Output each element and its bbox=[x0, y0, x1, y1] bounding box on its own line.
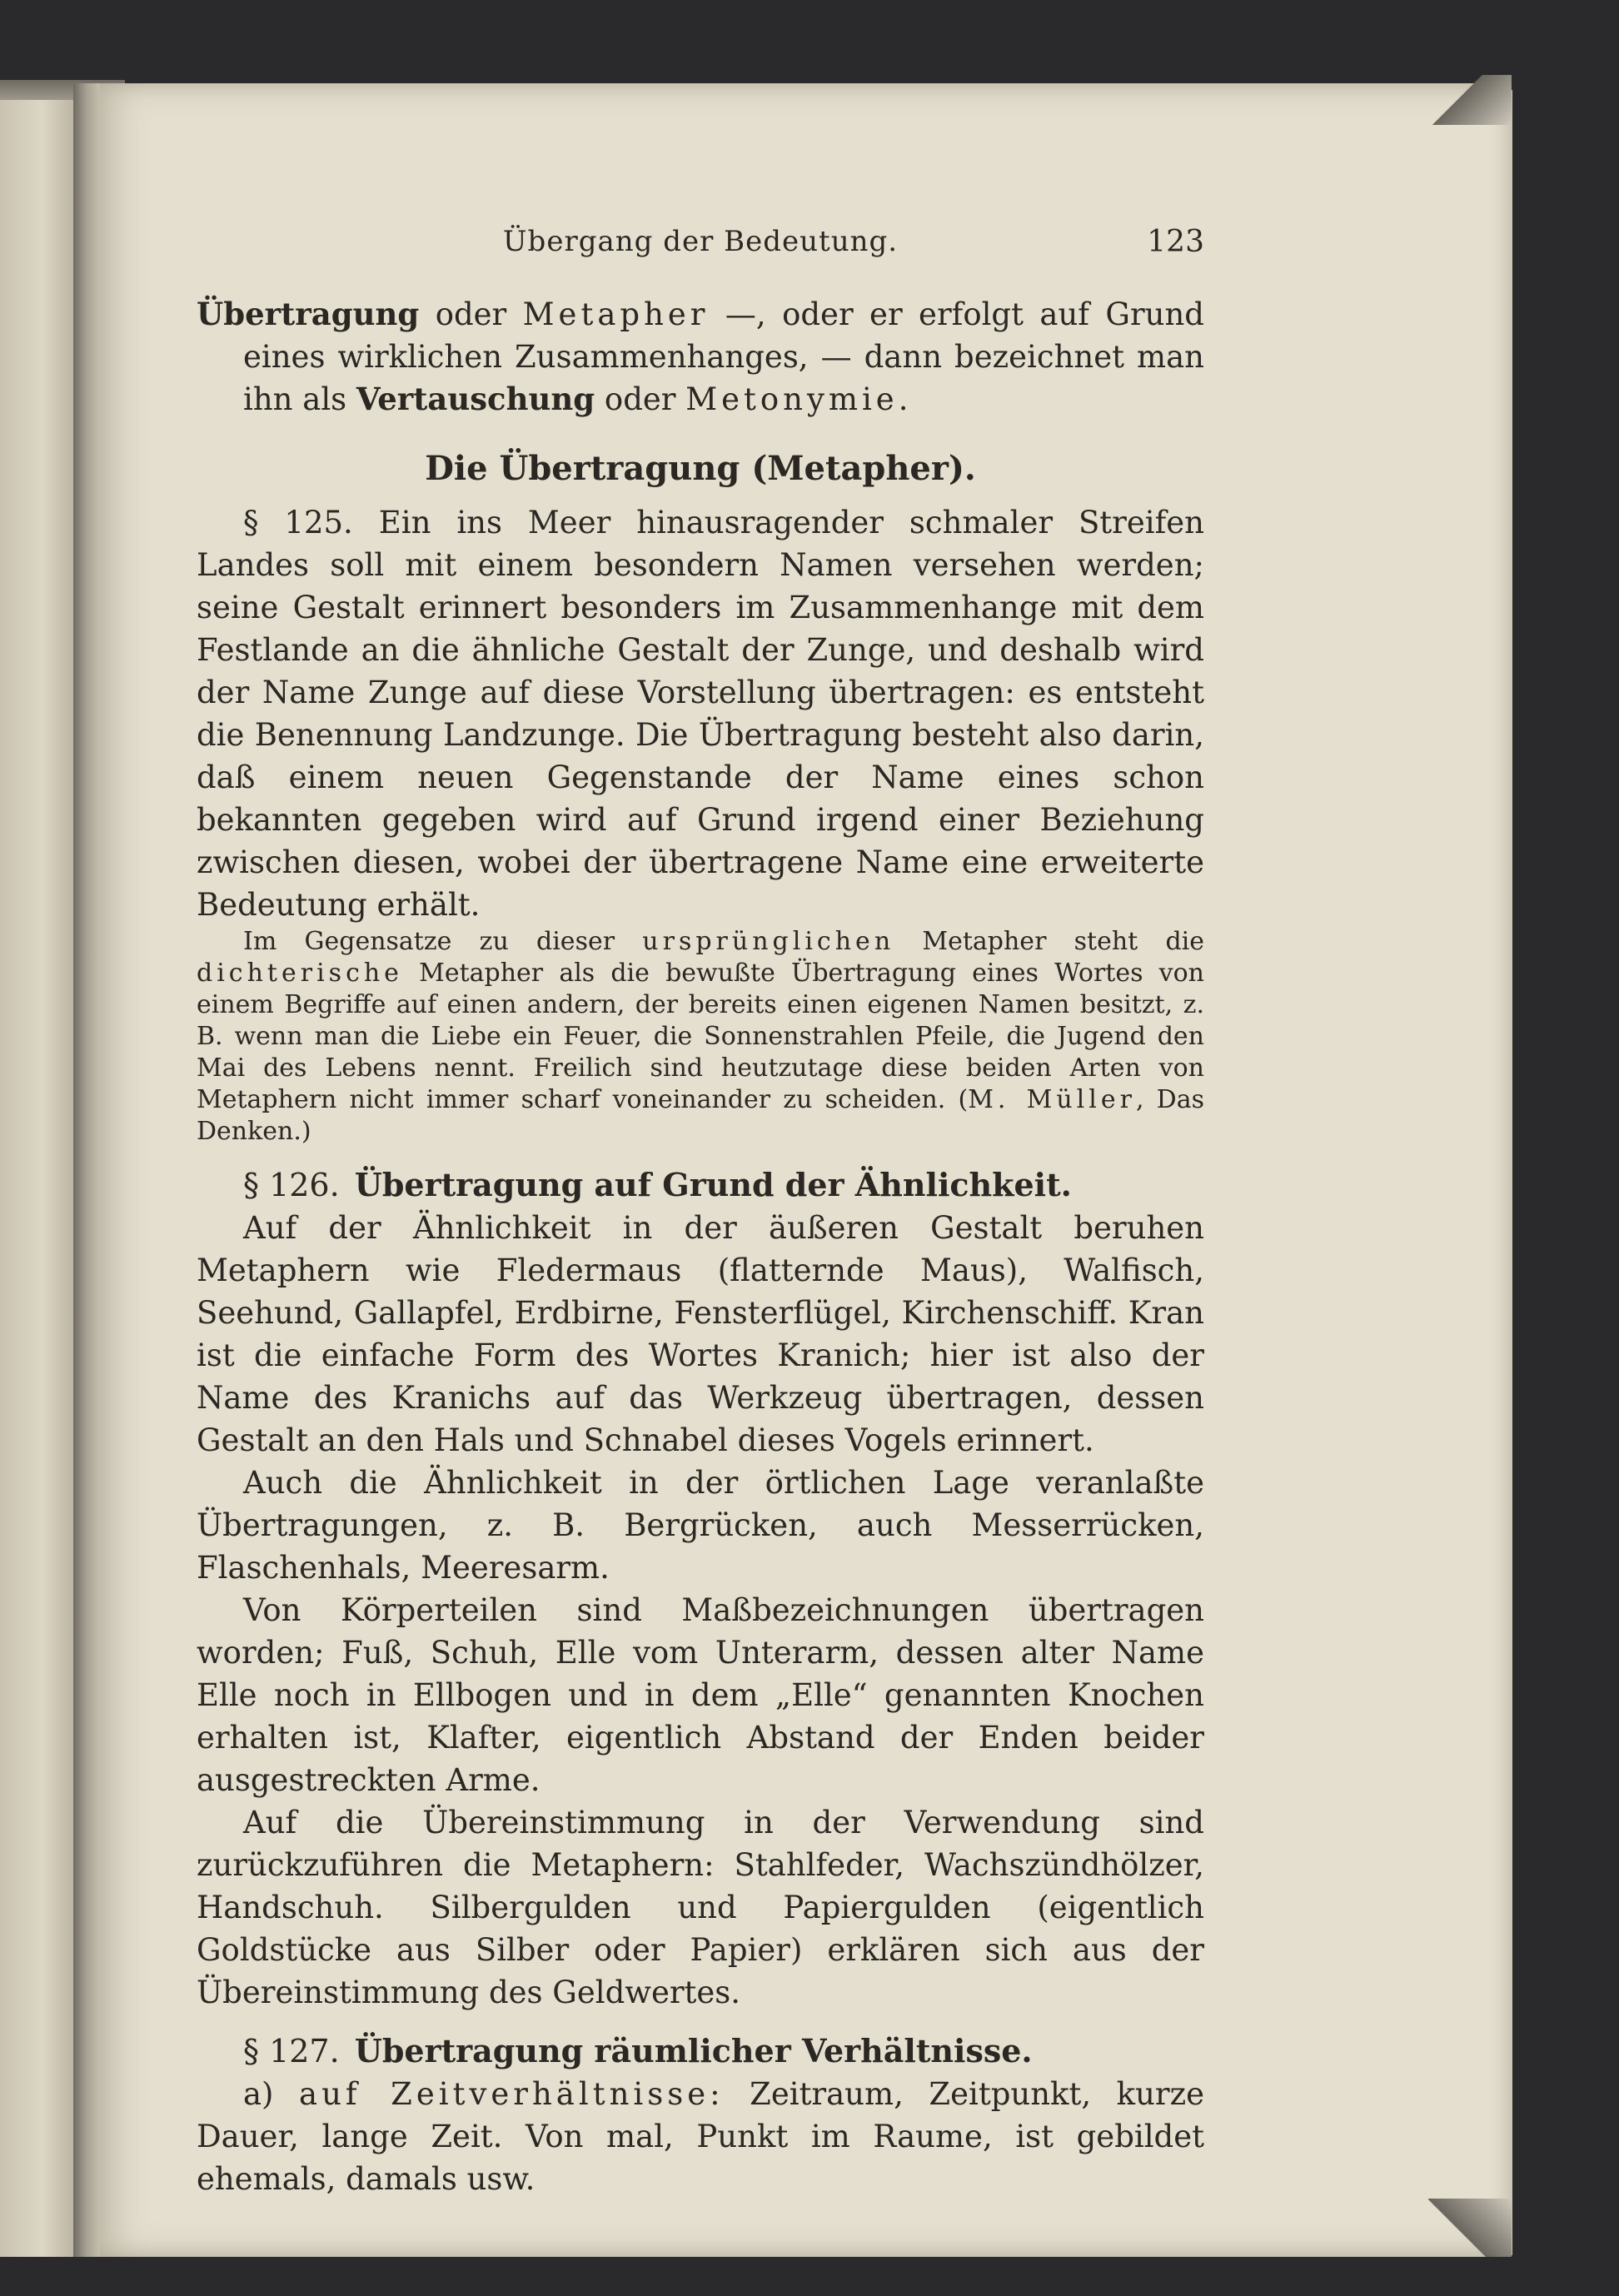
section-127-paragraph-1: a) auf Zeitverhältnisse: Zeitraum, Zeitpunkt, kurze Dauer, lange Zeit. Von mal, Punkt im Raume, ist gebildet ehemals, damals usw. bbox=[197, 2076, 1204, 2197]
running-head: Übergang der Bedeutung. bbox=[502, 225, 899, 258]
section-125-paragraph: § 125. Ein ins Meer hinausragender schmaler Streifen Landes soll mit einem besondern Namen versehen werden; seine Gestalt erinnert besonders im Zusammenhange mit dem Festlande an die ähnliche Gestalt der Zunge, und deshalb wird der Name Zunge auf diese Vorstellung übertragen: es entsteht die Benennung Landzunge. Die Übertragung besteht also darin, daß einem neuen Gegenstande der Name eines schon bekannten gegeben wird auf Grund irgend einer Beziehung zwischen diesen, wobei der übertragene Name eine erweiterte Bedeutung erhält. bbox=[197, 505, 1204, 923]
intro-term-uebertragung: Übertragung bbox=[197, 296, 420, 332]
section-125-number: § 125. bbox=[243, 505, 353, 540]
intro-term-vertauschung: Vertauschung bbox=[356, 381, 595, 417]
intro-term-metapher: Metapher bbox=[522, 296, 710, 332]
section-126-paragraph-2: Auch die Ähnlichkeit in der örtlichen Lage veranlaßte Übertragungen, z. B. Bergrücken, auch Messerrücken, Flaschenhals, Meeresarm. bbox=[197, 1465, 1204, 1586]
section-125-note: Im Gegensatze zu dieser ursprünglichen Metapher steht die dichterische Metapher als die bewußte Übertragung eines Wortes von einem Begriffe auf einen andern, der bereits einen eigenen Namen besitzt, z. B. wenn man die Liebe ein Feuer, die Sonnenstrahlen Pfeile, die Jugend den Mai des Lebens nennt. Freilich sind heutzutage diese beiden Arten von Metaphern nicht immer scharf voneinander zu scheiden. (M. Müller, Das Denken.) bbox=[197, 927, 1205, 1146]
cover-corner-bottom bbox=[1428, 2199, 1512, 2257]
section-127-heading bbox=[197, 2032, 1204, 2069]
section-127-number: § 127. bbox=[243, 2033, 340, 2069]
section-127-title: Übertragung räumlicher Verhältnisse. bbox=[354, 2032, 1033, 2069]
intro-paragraph: Übertragung oder Metapher —, oder er erfolgt auf Grund eines wirklichen Zusammenhanges, — dann bezeichnet man ihn als Vertauschung oder Metonymie. bbox=[197, 296, 1204, 417]
cover-corner-top bbox=[1428, 75, 1512, 125]
page-header bbox=[197, 225, 1204, 275]
facing-page-edge bbox=[0, 83, 77, 2257]
page-text bbox=[197, 225, 1204, 2200]
section-126-number: § 126. bbox=[243, 1167, 340, 1203]
intro-term-metonymie: Metonymie bbox=[685, 381, 899, 417]
section-126-heading bbox=[197, 1166, 1204, 1203]
section-126-paragraph-4: Auf die Übereinstimmung in der Verwendung sind zurückzuführen die Metaphern: Stahlfeder, Wachszündhölzer, Handschuh. Silbergulden und Papiergulden (eigentlich Goldstücke aus Silber oder Papier) erklären sich aus der Übereinstimmung des Geldwertes. bbox=[197, 1805, 1204, 2010]
chapter-heading: Die Übertragung (Metapher). bbox=[425, 449, 976, 488]
page-number: 123 bbox=[1147, 225, 1204, 259]
section-126-title: Übertragung auf Grund der Ähnlichkeit. bbox=[354, 1166, 1072, 1203]
section-126-paragraph-3: Von Körperteilen sind Maßbezeichnungen übertragen worden; Fuß, Schuh, Elle vom Unterarm, dessen alter Name Elle noch in Ellbogen und in dem „Elle“ genannten Knochen erhalten ist, Klafter, eigentlich Abstand der Enden beider ausgestreckten Arme. bbox=[197, 1592, 1204, 1798]
section-126-paragraph-1: Auf der Ähnlichkeit in der äußeren Gestalt beruhen Metaphern wie Fledermaus (flatternde Maus), Walfisch, Seehund, Gallapfel, Erdbirne, Fensterflügel, Kirchenschiff. Kran ist die einfache Form des Wortes Kranich; hier ist also der Name des Kranichs auf das Werkzeug übertragen, dessen Gestalt an den Hals und Schnabel dieses Vogels erinnert. bbox=[197, 1210, 1204, 1458]
